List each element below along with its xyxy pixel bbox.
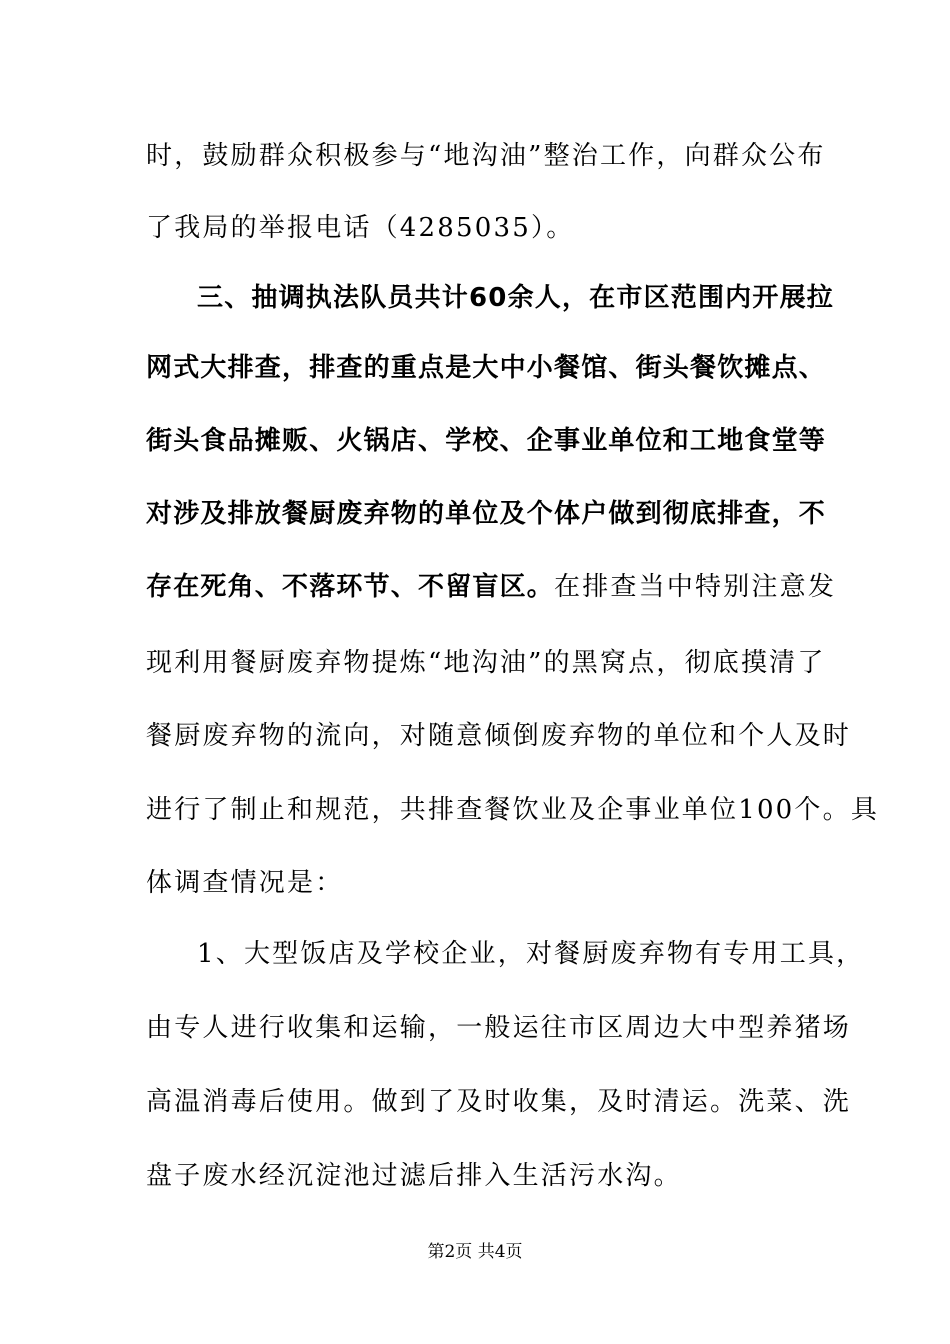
- section-three-line-5: [146, 570, 837, 604]
- body-line-10: 进行了制止和规范，共排查餐饮业及企事业单位100个。具: [146, 795, 880, 825]
- body-line-1: 时，鼓励群众积极参与“地沟油”整治工作，向群众公布: [146, 141, 826, 171]
- section-three-regular-start: 在排查当中特别注意发: [554, 572, 837, 602]
- body-line-9: 餐厨废弃物的流向，对随意倾倒废弃物的单位和个人及时: [146, 721, 852, 751]
- body-line-11: 体调查情况是：: [146, 868, 344, 898]
- section-three-line-3: 街头食品摊贩、火锅店、学校、企事业单位和工地食堂等: [146, 426, 827, 456]
- item-one-line-4: 盘子废水经沉淀池过滤后排入生活污水沟。: [146, 1161, 682, 1191]
- section-three-line-1: 三、抽调执法队员共计60余人，在市区范围内开展拉: [197, 283, 834, 313]
- item-one-line-1: 1、大型饭店及学校企业，对餐厨废弃物有专用工具，: [197, 939, 865, 969]
- body-line-2: 了我局的举报电话（4285035）。: [146, 213, 575, 243]
- section-three-bold-ending: 存在死角、不落环节、不留盲区。: [146, 572, 555, 602]
- section-three-line-4: 对涉及排放餐厨废弃物的单位及个体户做到彻底排查，不: [146, 499, 827, 529]
- page-number-footer: 第2页 共4页: [427, 1242, 523, 1262]
- item-one-line-2: 由专人进行收集和运输，一般运往市区周边大中型养猪场: [146, 1013, 852, 1043]
- section-three-line-2: 网式大排查，排查的重点是大中小餐馆、街头餐饮摊点、: [146, 353, 827, 383]
- body-line-8: 现利用餐厨废弃物提炼“地沟油”的黑窝点，彻底摸清了: [146, 648, 826, 678]
- item-one-line-3: 高温消毒后使用。做到了及时收集，及时清运。洗菜、洗: [146, 1087, 852, 1117]
